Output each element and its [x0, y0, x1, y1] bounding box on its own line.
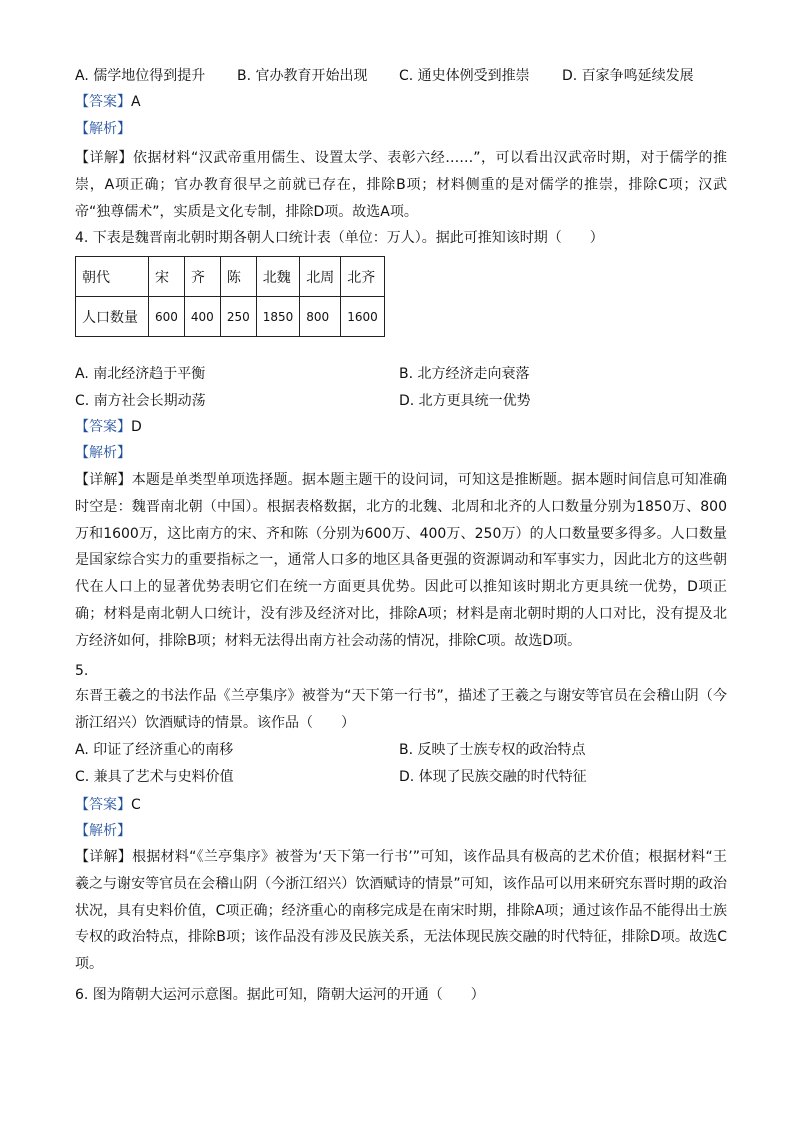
q4-option-d: D. 北方更具统一优势: [399, 393, 531, 409]
table-cell-population: 1600: [341, 297, 385, 337]
q5-option-d: D. 体现了民族交融的时代特征: [399, 769, 587, 785]
table-cell-dynasty: 宋: [149, 257, 185, 297]
q3-analysis-label: 【解析】: [75, 121, 131, 137]
q4-option-b: B. 北方经济走向衰落: [399, 366, 530, 382]
table-cell-dynasty: 北周: [300, 257, 341, 297]
q3-answer: [75, 92, 141, 112]
q4-answer: [75, 417, 142, 437]
q4-analysis-label: 【解析】: [75, 445, 131, 461]
table-cell-dynasty: 陈: [220, 257, 256, 297]
q4-stem: 4. 下表是魏晋南北朝时期各朝人口统计表（单位：万人）。据此可推知该时期（ ）: [75, 230, 604, 246]
table-row-label: 人口数量: [76, 297, 149, 337]
q5-option-b: B. 反映了士族专权的政治特点: [399, 742, 586, 758]
table-cell-population: 600: [149, 297, 185, 337]
table-cell-dynasty: 北齐: [341, 257, 385, 297]
detail-text: 依据材料“汉武帝重用儒生、设置太学、表彰六经……”，可以看出汉武帝时期，对于儒学的推崇，A项正确；官办教育很早之前就已存在，排除B项；材料侧重的是对儒学的推崇，排除C项；汉武帝“独尊儒术”，实质是文化专制，排除D项。故选A项。: [75, 150, 727, 220]
table-cell-population: 400: [184, 297, 220, 337]
detail-text: 本题是单类型单项选择题。据本题主题干的设问词，可知这是推断题。据本题时间信息可知准确时空是：魏晋南北朝（中国）。根据表格数据，北方的北魏、北周和北齐的人口数量分别为1850万、800万和1600万，这比南方的宋、齐和陈（分别为600万、400万、250万）的人口数量要多得多。人口数量是国家综合实力的重要指标之一，通常人口多的地区具备更强的资源调动和军事实力，因此北方的这些朝代在人口上的显著优势表明它们在统一方面更具优势。因此可以推知该时期北方更具统一优势，D项正确；材料是南北朝人口统计，没有涉及经济对比，排除A项；材料是南北朝时期的人口对比，没有提及北方经济如何，排除B项；材料无法得出南方社会动荡的情况，排除C项。故选D项。: [75, 472, 728, 649]
answer-value: C: [131, 797, 141, 813]
q4-detail: [75, 467, 727, 655]
q5-number: 5.: [75, 663, 89, 679]
q4-option-a: A. 南北经济趋于平衡: [75, 366, 206, 382]
q5-answer: [75, 795, 141, 815]
detail-label: 【详解】: [75, 849, 133, 865]
q4-option-c: C. 南方社会长期动荡: [75, 393, 206, 409]
table-cell-dynasty: 北魏: [256, 257, 300, 297]
detail-label: 【详解】: [75, 472, 132, 488]
answer-label: 【答案】: [75, 419, 131, 435]
detail-label: 【详解】: [75, 150, 133, 166]
table-header-label: 朝代: [76, 257, 149, 297]
q3-option-a: A. 儒学地位得到提升: [75, 68, 206, 84]
table-cell-population: 800: [300, 297, 341, 337]
q5-option-c: C. 兼具了艺术与史料价值: [75, 769, 234, 785]
q5-detail: [75, 844, 727, 978]
population-table: [75, 256, 385, 337]
answer-label: 【答案】: [75, 797, 131, 813]
q5-option-a: A. 印证了经济重心的南移: [75, 742, 234, 758]
q6-stem: 6. 图为隋朝大运河示意图。据此可知，隋朝大运河的开通（ ）: [75, 987, 485, 1003]
table-row-header: [76, 257, 385, 297]
table-cell-population: 1850: [256, 297, 300, 337]
answer-label: 【答案】: [75, 94, 131, 110]
q5-stem: 东晋王羲之的书法作品《兰亭集序》被誉为“天下第一行书”，描述了王羲之与谢安等官员在会稽山阴（今浙江绍兴）饮酒赋诗的情景。该作品（ ）: [75, 688, 727, 731]
table-cell-population: 250: [220, 297, 256, 337]
q3-option-d: D. 百家争鸣延续发展: [562, 68, 694, 84]
table-cell-dynasty: 齐: [184, 257, 220, 297]
q3-option-c: C. 通史体例受到推崇: [399, 68, 530, 84]
q5-analysis-label: 【解析】: [75, 823, 131, 839]
answer-value: A: [131, 94, 141, 110]
answer-value: D: [131, 419, 142, 435]
detail-text: 根据材料“《兰亭集序》被誉为‘天下第一行书’”可知，该作品具有极高的艺术价值；根据材料“王羲之与谢安等官员在会稽山阴（今浙江绍兴）饮酒赋诗的情景”可知，该作品可以用来研究东晋时期的政治状况，具有史料价值，C项正确；经济重心的南移完成是在南宋时期，排除A项；通过该作品不能得出士族专权的政治特点，排除B项；该作品没有涉及民族关系，无法体现民族交融的时代特征，排除D项。故选C项。: [75, 849, 727, 973]
q3-option-b: B. 官办教育开始出现: [237, 68, 368, 84]
q3-detail: [75, 145, 727, 225]
table-row-population: [76, 297, 385, 337]
